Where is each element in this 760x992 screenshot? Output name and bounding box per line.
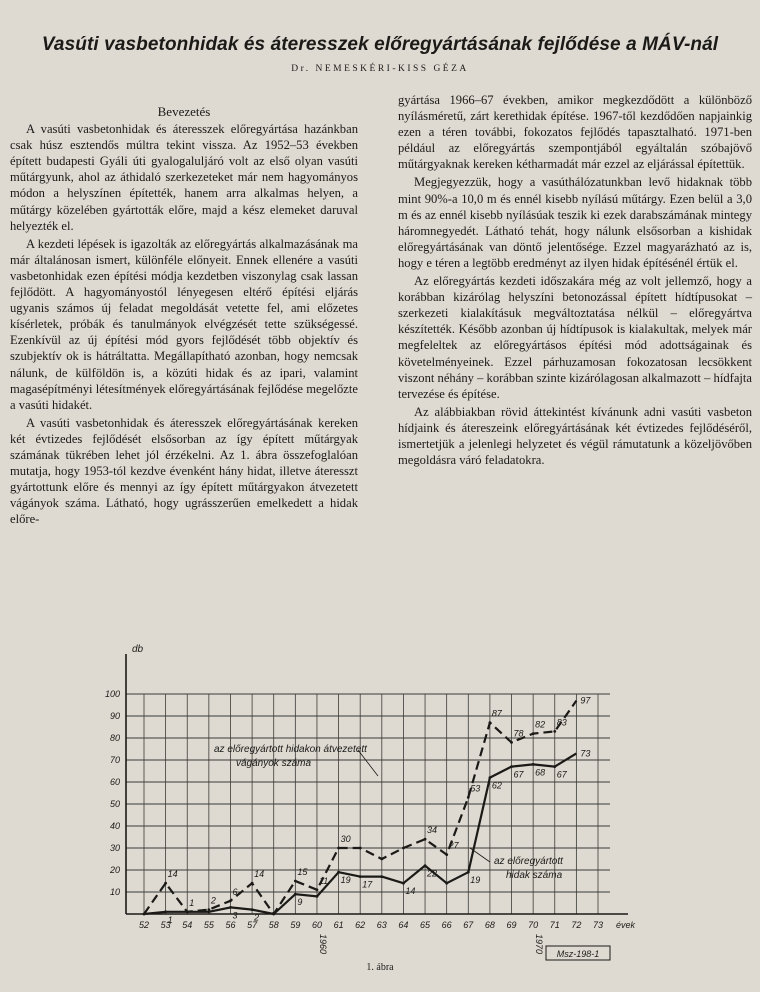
- data-label: 82: [535, 719, 546, 730]
- x-tick-label: 54: [182, 920, 193, 930]
- y-tick-label: 100: [104, 689, 120, 699]
- legend-label-bridges-line2: hidak száma: [506, 870, 563, 881]
- y-tick-label: 20: [109, 865, 120, 875]
- data-point: [467, 871, 470, 874]
- data-point: [445, 853, 448, 856]
- paragraph: Az alábbiakban rövid áttekintést kívánunk adni vasúti vasbeton hídjaink és átereszeink előregyártásának két évtizedes fejlődéséről, ismertetjük a jelenlegi helyzetet és végül rámutatunk a közeljövőben megoldásra váró feladatokra.: [398, 404, 752, 468]
- x-tick-label: 56: [225, 920, 236, 930]
- x-tick-label: 57: [247, 920, 258, 930]
- data-point: [380, 875, 383, 878]
- y-tick-label: 90: [109, 711, 120, 721]
- x-tick-label: 52: [138, 920, 150, 930]
- data-label: 67: [556, 769, 567, 780]
- paragraph: A vasúti vasbetonhidak és áteresszek előregyártásának kereken két évtizedes fejlődését elsősorban az így épített műtárgyak számának tükrében lehet jól érzékelni. Az 1. ábra összefoglalóan mutatja, hogy 1953-tól kezdve évenként hány hidat, illetve áteresszt gyártottunk előre és mennyi az így épített műtárgyakon átvezetett vágányok száma. Látható, hogy ugrásszerűen emelkedett a hidak előre-: [10, 415, 358, 527]
- data-point: [229, 906, 232, 909]
- data-label: 30: [340, 834, 351, 844]
- data-label: 14: [167, 869, 178, 880]
- data-point: [294, 893, 297, 896]
- data-point: [445, 882, 448, 885]
- data-point: [510, 765, 513, 768]
- data-point: [337, 871, 340, 874]
- data-point: [164, 910, 167, 913]
- data-point: [489, 776, 492, 779]
- legend-label-bridges: az előregyártott: [494, 856, 563, 867]
- article-title: Vasúti vasbetonhidak és áteresszek előregyártásának fejlődése a MÁV-nál: [41, 34, 719, 55]
- data-point: [186, 910, 189, 913]
- y-tick-label: 10: [109, 887, 120, 897]
- section-heading: Bevezetés: [157, 104, 211, 119]
- paragraph: Megjegyezzük, hogy a vasúthálózatunkban levő hidaknak több mint 90%-a 10,0 m és ennél kisebb nyílású műtárgy. Ezen belül a 3,0 m és az ennél kisebb nyílásúak teszik ki ezek darabszámának mintegy háromnegyedét. Látható tehát, hogy nálunk elsősorban a kishidak előregyártásának van döntő jelentősége. Ezzel magyarázható az is, hogy e téren a legtöbb eredményt az ilyen hidak építésénél értük el.: [398, 175, 752, 270]
- x-tick-label: 67: [463, 920, 474, 930]
- data-label: 19: [470, 875, 481, 886]
- data-point: [380, 858, 383, 861]
- data-point: [402, 882, 405, 885]
- data-point: [532, 763, 535, 766]
- data-point: [229, 899, 232, 902]
- vertical-year-label: 1970: [534, 934, 545, 955]
- data-label: 14: [405, 886, 416, 897]
- x-tick-label: 73: [592, 920, 604, 930]
- legend-label-tracks-line2: vágányok száma: [236, 758, 312, 769]
- y-tick-label: 70: [109, 755, 120, 765]
- vertical-year-label: 1960: [317, 934, 328, 955]
- data-label: 3: [232, 910, 238, 921]
- data-point: [316, 888, 319, 891]
- data-label: 68: [535, 767, 546, 778]
- x-unit-label: évek: [616, 920, 636, 930]
- figure-badge: Msz-198-1: [556, 949, 600, 959]
- data-label: 11: [318, 875, 329, 886]
- legend-label-tracks: az előregyártott hidakon átvezetett: [214, 744, 367, 755]
- data-label: 78: [513, 728, 524, 739]
- data-label: 9: [297, 897, 303, 908]
- data-point: [359, 875, 362, 878]
- x-tick-label: 62: [355, 920, 366, 930]
- figure-chart: [86, 640, 670, 975]
- data-point: [337, 847, 340, 850]
- data-point: [489, 721, 492, 724]
- x-tick-label: 60: [311, 920, 322, 930]
- data-point: [164, 882, 167, 885]
- data-label: 1: [189, 897, 195, 908]
- x-tick-label: 63: [376, 920, 387, 930]
- right-column: [398, 92, 752, 468]
- data-point: [510, 741, 513, 744]
- data-label: 34: [427, 825, 438, 836]
- data-label: 2: [254, 912, 260, 923]
- line-chart: [86, 640, 670, 975]
- data-label: 62: [491, 780, 502, 791]
- x-tick-label: 58: [268, 920, 279, 930]
- paragraph: Az előregyártás kezdeti időszakára még az volt jellemző, hogy a korábban kizárólag helyszíni betonozással épített hídtípusokat – szerkezeti kialakításuk megváltoztatása nélkül – előregyártva készítették. Később azonban új hídtípusok is kialakultak, melyek már megfeleltek az előregyártásos építési mód adottságainak és követelményeinek. Ezzel párhuzamosan fokozatosan lecsökkent viszont néhány – korábban szinte kizárólagosan alkalmazott – hídfajta tervezése és építése.: [398, 274, 752, 401]
- x-tick-label: 66: [441, 920, 452, 930]
- data-label: 17: [362, 879, 373, 890]
- paragraph: A kezdeti lépések is igazolták az előregyártás alkalmazásának ma már általánosan ismert, különféle előnyeit. Ennek ellenére a vasúti vasbetonhidak ezen építési módja kezdetben viszonylag csak lassan fejlődött. A hagyományostól lényegesen eltérő építési eljárás ugyanis számos új feladat megoldását vetette fel, ami előzetes kísérletek, próbák és tanulmányok elvégzését tette szükségessé. Ezenkívül az új építési mód gyors fejlődését több objektív és szubjektív ok is hátráltatta. Megállapítható azonban, hogy nemcsak nálunk, de külföldön is, a közúti hidak és az ipari, valamint magasépítményi létesítmények előregyártásának fejlődése megelőzte a vasúti hidakét.: [10, 236, 358, 412]
- data-point: [424, 838, 427, 841]
- data-point: [359, 847, 362, 850]
- data-label: 67: [513, 769, 524, 780]
- data-point: [316, 895, 319, 898]
- x-tick-label: 69: [506, 920, 517, 930]
- data-label: 27: [448, 840, 459, 851]
- data-label: 87: [491, 708, 502, 719]
- data-label: 6: [232, 886, 238, 897]
- left-column: [10, 104, 358, 527]
- data-label: 53: [470, 783, 481, 794]
- x-tick-label: 59: [290, 920, 301, 930]
- y-tick-label: 30: [109, 843, 120, 853]
- data-point: [424, 864, 427, 867]
- x-tick-label: 71: [549, 920, 560, 930]
- data-label: 83: [556, 717, 567, 728]
- data-point: [467, 796, 470, 799]
- y-tick-label: 60: [109, 777, 120, 787]
- paragraph: A vasúti vasbetonhidak és áteresszek előregyártása hazánkban csak húsz esztendős múltra tekint vissza. Az 1952–53 években épített budapesti Gyáli úti gyalogaluljáró volt az első olyan vasúti műtárgyunk, ahol az áthidaló szerkezeteket már nem hagyományos módon a helyszínen építették, hanem arra alkalmas helyen, a műtárgy közelében gyártották előre, majd a kész elemeket daruval helyezték el.: [10, 122, 358, 233]
- data-label: 15: [297, 867, 308, 877]
- data-point: [251, 908, 254, 911]
- data-point: [207, 910, 210, 913]
- data-label: 2: [210, 895, 216, 906]
- y-axis-label: db: [132, 644, 144, 655]
- data-label: 19: [340, 875, 351, 886]
- x-tick-label: 70: [528, 920, 539, 930]
- data-point: [402, 847, 405, 850]
- article-author: Dr. NEMESKÉRI-KISS GÉZA: [291, 64, 469, 74]
- x-tick-label: 55: [203, 920, 214, 930]
- data-point: [553, 730, 556, 733]
- legend-pointer: [358, 750, 378, 776]
- x-tick-label: 53: [160, 920, 171, 930]
- data-label: 73: [580, 748, 591, 759]
- figure-caption: 1. ábra: [366, 962, 394, 973]
- data-point: [553, 765, 556, 768]
- y-tick-label: 50: [109, 799, 120, 809]
- x-tick-label: 68: [484, 920, 495, 930]
- y-tick-label: 40: [109, 821, 120, 831]
- data-label: 22: [427, 868, 438, 879]
- data-point: [251, 882, 254, 885]
- x-tick-label: 64: [398, 920, 409, 930]
- data-point: [143, 913, 146, 916]
- x-tick-label: 72: [571, 920, 582, 930]
- x-tick-label: 61: [333, 920, 344, 930]
- data-label: 97: [580, 695, 591, 706]
- data-point: [532, 732, 535, 735]
- paragraph: gyártása 1966–67 években, amikor megkezdődött a különböző nyílásméretű, zárt kerethidak építése. 1967-től kezdődően napjainkig ezen a téren további, fokozatos fejlődés tapasztalható. 1971-ben például az előregyártás szempontjából egyáltalán szóbajövő műtárgyaknak kereken kétharmadát már ezzel az eljárással építettük.: [398, 93, 752, 172]
- y-tick-label: 80: [109, 733, 120, 743]
- x-tick-label: 65: [420, 920, 431, 930]
- data-point: [272, 913, 275, 916]
- data-label: 1: [167, 914, 173, 925]
- data-label: 14: [254, 869, 265, 880]
- data-point: [294, 880, 297, 883]
